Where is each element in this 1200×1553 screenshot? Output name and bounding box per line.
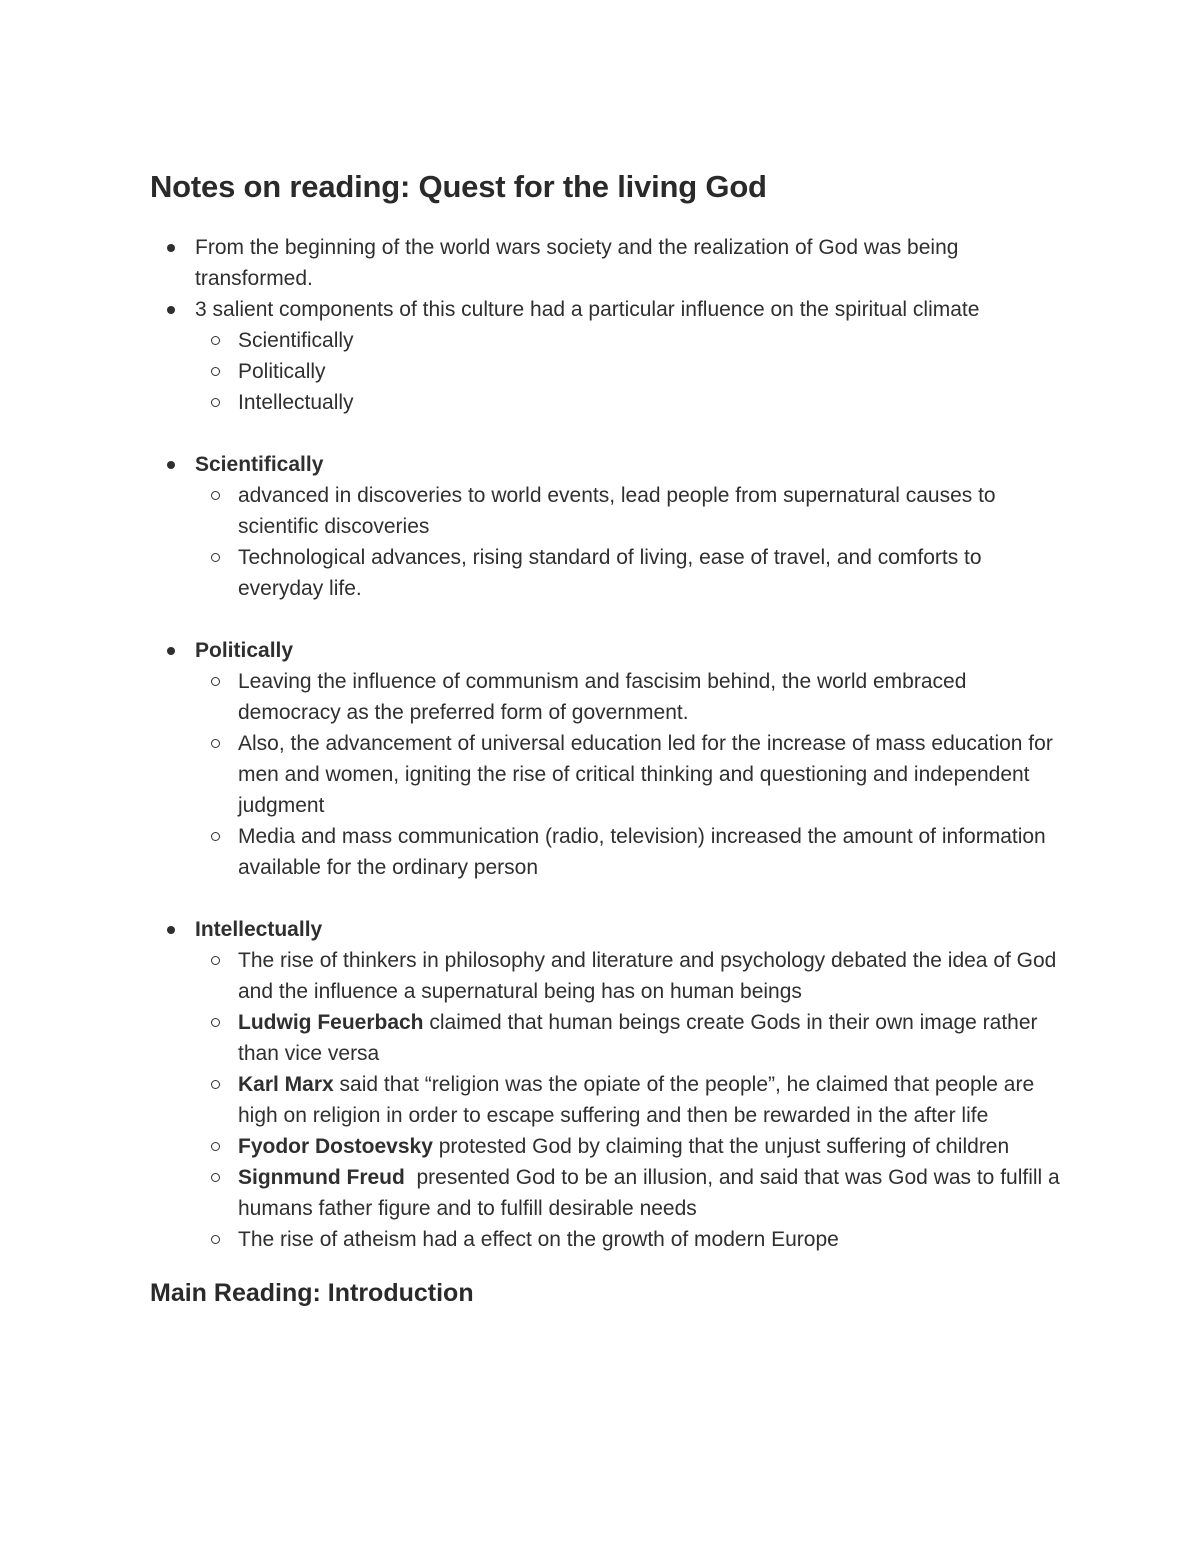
sublist-item: Also, the advancement of universal education led for the increase of mass education for men and women, igniting the rise of critical thinking and questioning and independent judgment bbox=[238, 728, 1060, 821]
sublist-item: Technological advances, rising standard of living, ease of travel, and comforts to everyday life. bbox=[238, 542, 1060, 604]
spacer bbox=[150, 418, 1060, 449]
thinker-name: Fyodor Dostoevsky bbox=[238, 1135, 433, 1158]
list-item: From the beginning of the world wars society and the realization of God was being transformed. bbox=[195, 232, 1060, 294]
sublist-item: The rise of thinkers in philosophy and literature and psychology debated the idea of God and the influence a supernatural being has on human beings bbox=[238, 945, 1060, 1007]
thinker-name: Karl Marx bbox=[238, 1073, 334, 1096]
section-intellectually bbox=[150, 914, 1066, 1255]
sublist-item bbox=[238, 1069, 1060, 1131]
section-heading: Intellectually bbox=[195, 918, 323, 941]
sublist-item: Leaving the influence of communism and fascisim behind, the world embraced democracy as the preferred form of government. bbox=[238, 666, 1060, 728]
page-title: Notes on reading: Quest for the living God bbox=[150, 169, 767, 204]
sublist-item: Politically bbox=[238, 356, 1060, 387]
section-heading: Scientifically bbox=[195, 453, 324, 476]
list-item-text: 3 salient components of this culture had a particular influence on the spiritual climate bbox=[195, 298, 980, 321]
components-sublist bbox=[195, 325, 1060, 418]
section-heading: Politically bbox=[195, 639, 294, 662]
spacer bbox=[150, 604, 1060, 635]
section-politically bbox=[150, 635, 1060, 883]
sublist-item: Intellectually bbox=[238, 387, 1060, 418]
sublist-item bbox=[238, 1131, 1060, 1162]
list-item bbox=[195, 635, 1060, 883]
section-title: Main Reading: Introduction bbox=[150, 1279, 474, 1307]
sublist-item: Scientifically bbox=[238, 325, 1060, 356]
sublist-item bbox=[238, 1162, 1066, 1224]
sublist bbox=[195, 480, 1060, 604]
list-item bbox=[195, 449, 1060, 604]
intro-list bbox=[150, 232, 1060, 418]
list-item bbox=[195, 914, 1066, 1255]
document-page bbox=[150, 168, 1066, 1309]
sublist bbox=[195, 666, 1060, 883]
sublist bbox=[195, 945, 1066, 1255]
section-scientifically bbox=[150, 449, 1060, 604]
sublist-item: Media and mass communication (radio, television) increased the amount of information available for the ordinary person bbox=[238, 821, 1060, 883]
sublist-item: advanced in discoveries to world events, lead people from supernatural causes to scientific discoveries bbox=[238, 480, 1060, 542]
thinker-name: Signmund Freud bbox=[238, 1166, 405, 1189]
spacer bbox=[150, 883, 1060, 914]
sublist-item bbox=[238, 1007, 1060, 1069]
thinker-text: claimed that human beings create Gods in their own image rather than vice versa bbox=[238, 1011, 1038, 1065]
sublist-item: The rise of atheism had a effect on the growth of modern Europe bbox=[238, 1224, 1060, 1255]
thinker-text: presented God to be an illusion, and said that was God was to fulfill a humans father figure and to fulfill desirable needs bbox=[238, 1166, 1066, 1220]
thinker-text: said that “religion was the opiate of the people”, he claimed that people are high on religion in order to escape suffering and then be rewarded in the after life bbox=[238, 1073, 1035, 1127]
list-item bbox=[195, 294, 1060, 418]
thinker-name: Ludwig Feuerbach bbox=[238, 1011, 424, 1034]
thinker-text: protested God by claiming that the unjust suffering of children bbox=[432, 1135, 1010, 1158]
